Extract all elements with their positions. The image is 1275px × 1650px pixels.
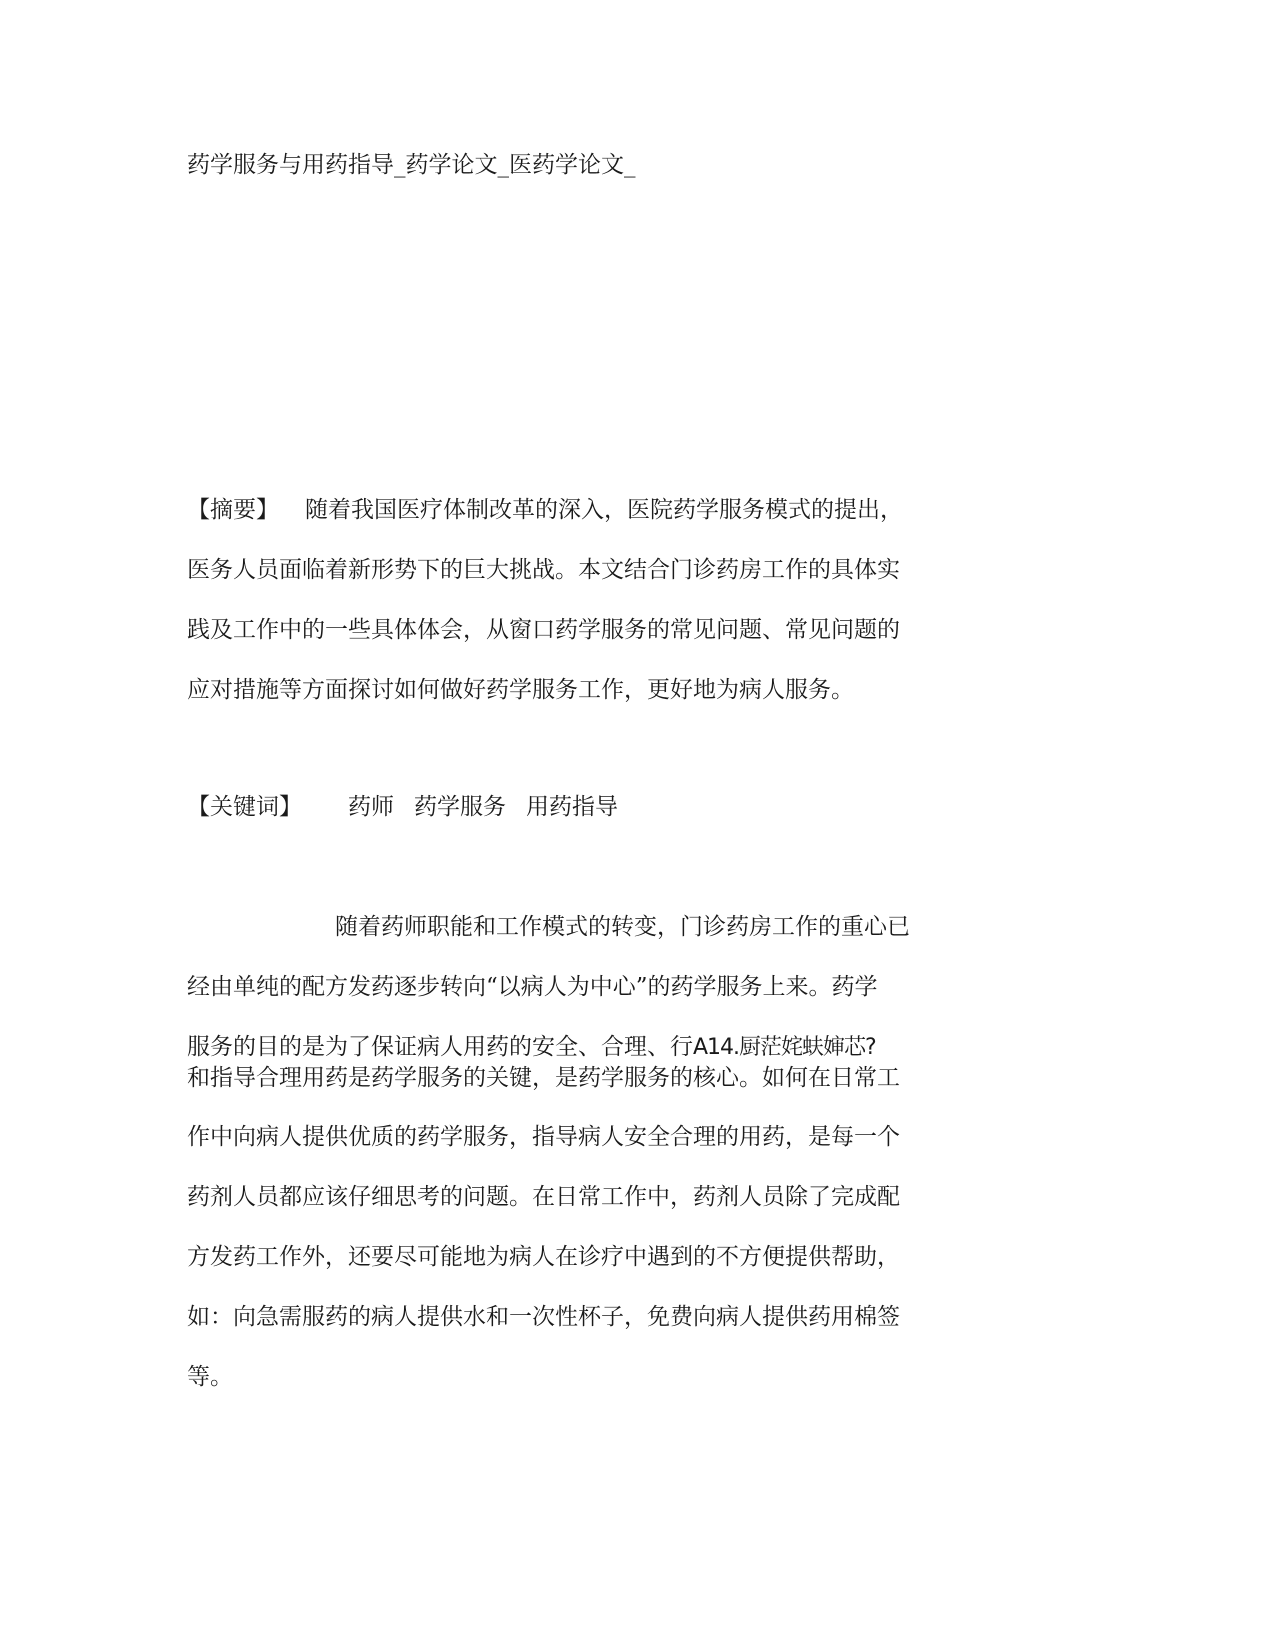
body-line-5: 作中向病人提供优质的药学服务，指导病人安全合理的用药，是每一个	[187, 1124, 900, 1150]
body-line-4: 和指导合理用药是药学服务的关键，是药学服务的核心。如何在日常工	[187, 1065, 900, 1091]
abstract-line-4: 应对措施等方面探讨如何做好药学服务工作，更好地为病人服务。	[187, 677, 854, 703]
document-title: 药学服务与用药指导_药学论文_医药学论文_	[187, 152, 636, 178]
body-line-8: 如：向急需服药的病人提供水和一次性杯子，免费向病人提供药用棉签	[187, 1304, 900, 1330]
body-line-3	[187, 1032, 876, 1063]
abstract-line-3: 践及工作中的一些具体体会，从窗口药学服务的常见问题、常见问题的	[187, 617, 900, 643]
body-line-2: 经由单纯的配方发药逐步转向“以病人为中心”的药学服务上来。药学	[187, 974, 878, 1000]
abstract-line-1	[187, 495, 903, 525]
abstract-line-2: 医务人员面临着新形势下的巨大挑战。本文结合门诊药房工作的具体实	[187, 557, 900, 583]
body-line-7: 方发药工作外，还要尽可能地为病人在诊疗中遇到的不方便提供帮助，	[187, 1244, 900, 1270]
keywords-line	[187, 792, 618, 822]
garbled-text-fragment: A14.厨茫姹蚨婶芯?	[693, 1035, 876, 1060]
abstract-label: 【摘要】	[187, 497, 279, 523]
keyword-item: 药师	[348, 794, 394, 820]
body-line-6: 药剂人员都应该仔细思考的问题。在日常工作中，药剂人员除了完成配	[187, 1184, 900, 1210]
abstract-text-1: 随着我国医疗体制改革的深入，医院药学服务模式的提出，	[305, 497, 903, 523]
body-line-3-text: 服务的目的是为了保证病人用药的安全、合理、行	[187, 1034, 693, 1060]
body-line-9: 等。	[187, 1364, 233, 1390]
keyword-item: 药学服务	[414, 794, 506, 820]
body-line-1: 随着药师职能和工作模式的转变，门诊药房工作的重心已	[335, 914, 910, 940]
keywords-label: 【关键词】	[187, 794, 302, 820]
keyword-item: 用药指导	[526, 794, 618, 820]
